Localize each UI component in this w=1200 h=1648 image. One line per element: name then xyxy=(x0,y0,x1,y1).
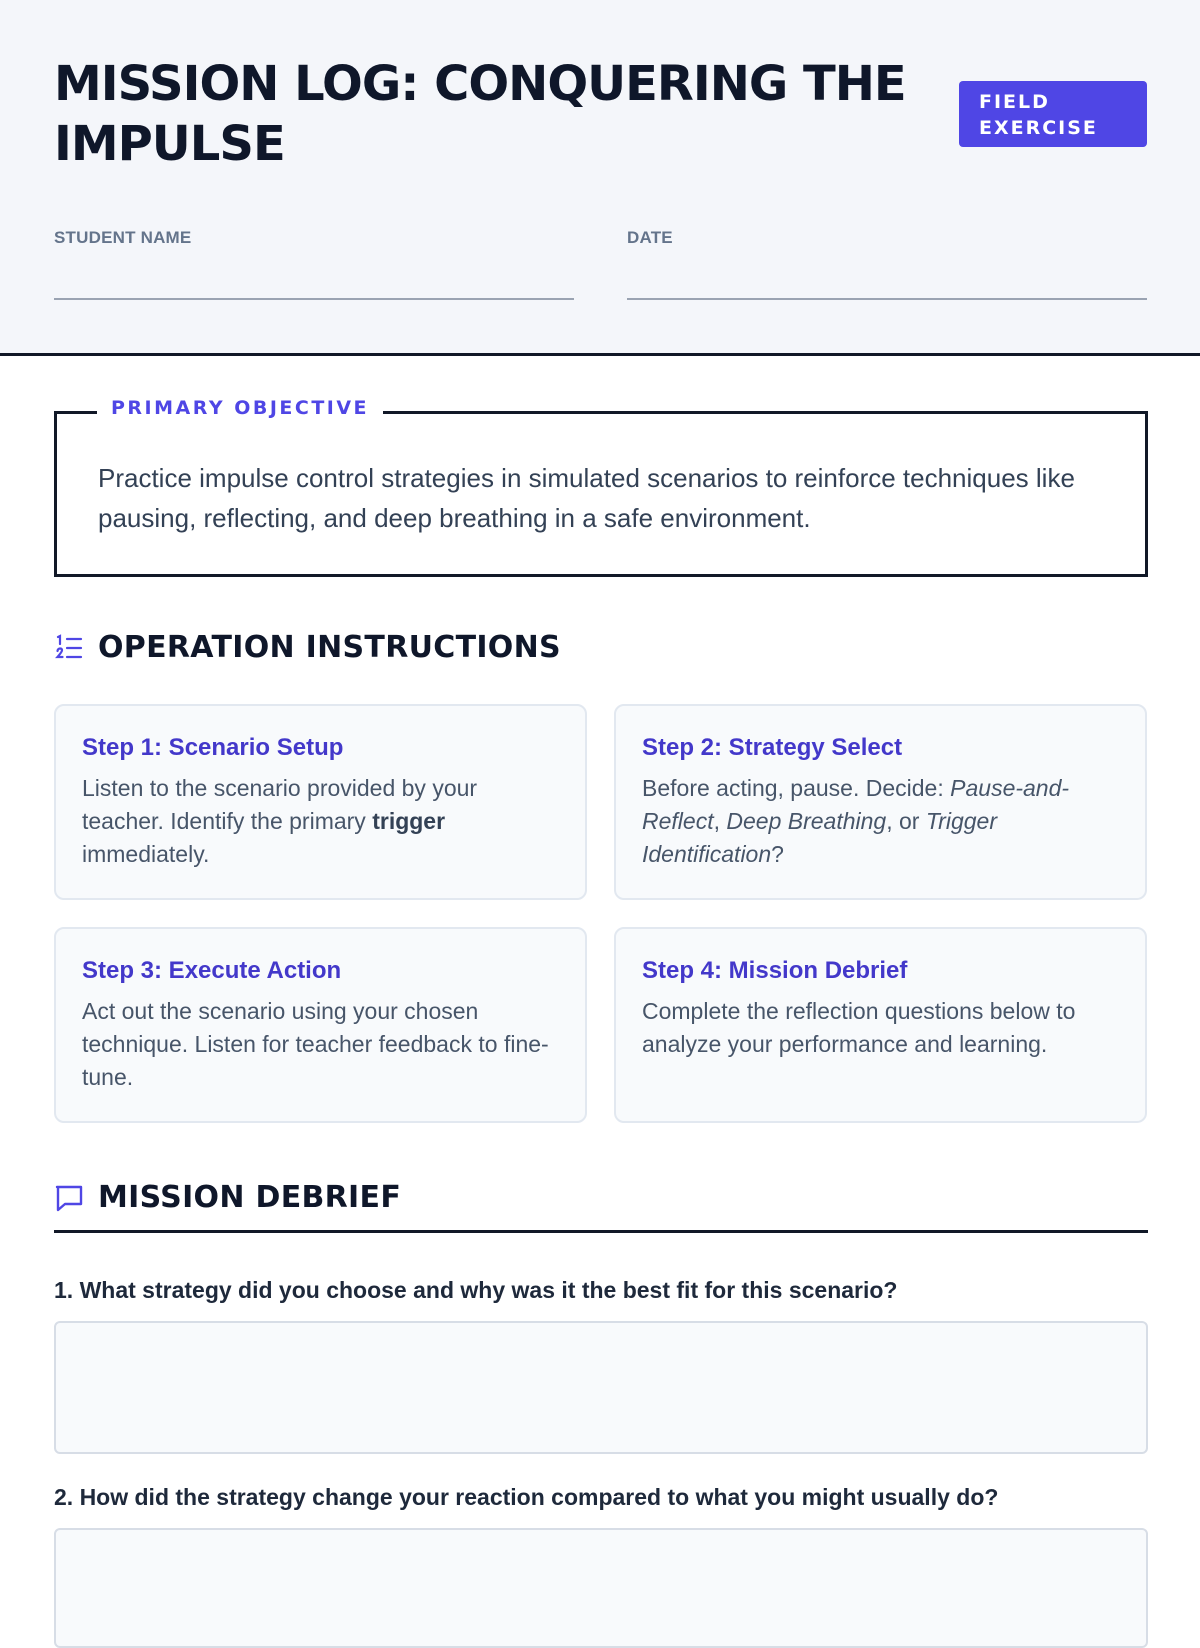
step-text: Complete the reflection questions below to analyze your performance and learning. xyxy=(642,998,1076,1057)
step-text: Listen to the scenario provided by your teacher. Identify the primary trigger immediately. xyxy=(82,775,478,867)
answer-box[interactable] xyxy=(54,1321,1148,1454)
strategy-option: Deep Breathing xyxy=(726,808,887,834)
student-name-field[interactable] xyxy=(54,228,574,300)
answer-box[interactable] xyxy=(54,1528,1148,1648)
section-divider xyxy=(54,1230,1148,1233)
strategy-option: Trigger Identification xyxy=(642,808,997,867)
student-name-label: STUDENT NAME xyxy=(54,228,192,247)
step-card xyxy=(614,927,1147,1123)
step-card xyxy=(54,704,587,900)
operation-instructions-heading xyxy=(54,630,561,665)
step-card xyxy=(614,704,1147,900)
chat-bubble-icon xyxy=(54,1183,84,1213)
step-title: Step 1: Scenario Setup xyxy=(82,734,344,761)
step-text: Before acting, pause. Decide: Pause-and-Reflect, Deep Breathing, or Trigger Identification? xyxy=(642,775,1070,867)
operation-instructions-title: OPERATION INSTRUCTIONS xyxy=(98,630,561,665)
trigger-keyword: trigger xyxy=(372,808,446,834)
mission-debrief-title: MISSION DEBRIEF xyxy=(98,1180,402,1215)
primary-objective-box xyxy=(54,397,1148,577)
step-card xyxy=(54,927,587,1123)
question-label: 2. How did the strategy change your reaction compared to what you might usually do? xyxy=(54,1484,999,1510)
numbered-list-icon xyxy=(54,633,84,663)
exercise-badge: FIELD EXERCISE xyxy=(959,81,1147,147)
date-label: DATE xyxy=(627,228,673,247)
strategy-option: Pause-and-Reflect xyxy=(642,775,1070,834)
step-title: Step 2: Strategy Select xyxy=(642,734,903,761)
step-title: Step 4: Mission Debrief xyxy=(642,957,908,984)
objective-legend: PRIMARY OBJECTIVE xyxy=(97,397,383,419)
step-text: Act out the scenario using your chosen technique. Listen for teacher feedback to fine-tune. xyxy=(82,998,549,1090)
step-title: Step 3: Execute Action xyxy=(82,957,342,984)
question-label: 1. What strategy did you choose and why was it the best fit for this scenario? xyxy=(54,1277,898,1303)
page-title: MISSION LOG: CONQUERING THE IMPULSE xyxy=(54,56,906,172)
mission-debrief-heading xyxy=(54,1180,401,1215)
date-field[interactable] xyxy=(627,228,1147,300)
objective-text: Practice impulse control strategies in simulated scenarios to reinforce techniques like pausing, reflecting, and deep breathing in a safe environment. xyxy=(98,463,1075,533)
worksheet-header xyxy=(0,0,1200,356)
